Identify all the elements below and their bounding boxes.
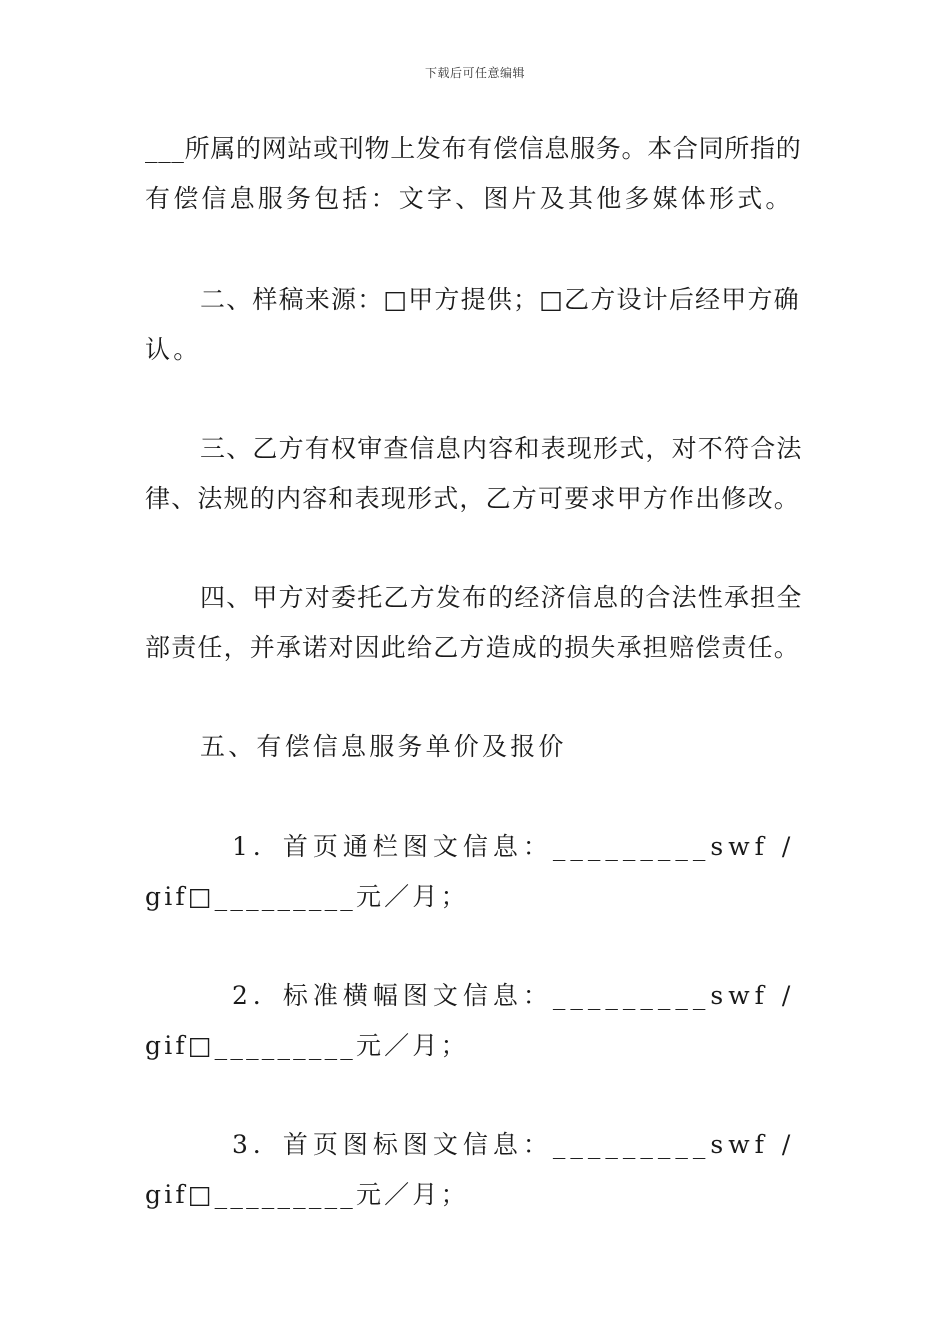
paragraph-line: 三、乙方有权审查信息内容和表现形式，对不符合法 (200, 434, 803, 463)
paragraph-line: ___所属的网站或刊物上发布有偿信息服务。本合同所指的 (145, 134, 802, 163)
paragraph-line: 律、法规的内容和表现形式，乙方可要求甲方作出修改。 (145, 484, 801, 513)
page-header: 下载后可任意编辑 (424, 66, 525, 80)
price-item-line: gif□_________元／月； (145, 882, 469, 911)
section-heading: 五、有偿信息服务单价及报价 (200, 732, 567, 761)
paragraph-line: 有偿信息服务包括：文字、图片及其他多媒体形式。 (145, 184, 794, 213)
price-item-line: gif□_________元／月； (145, 1031, 469, 1060)
price-item-line: 3．首页图标图文信息：_________swf / (232, 1130, 796, 1159)
price-item-line: 1．首页通栏图文信息：_________swf / (232, 832, 796, 861)
paragraph-line: 认。 (145, 335, 202, 364)
paragraph-line: 四、甲方对委托乙方发布的经济信息的合法性承担全 (200, 583, 803, 612)
paragraph-line: 二、样稿来源：□甲方提供；□乙方设计后经甲方确 (200, 285, 800, 314)
paragraph-line: 部责任，并承诺对因此给乙方造成的损失承担赔偿责任。 (145, 633, 801, 662)
price-item-line: 2．标准横幅图文信息：_________swf / (232, 981, 796, 1010)
price-item-line: gif□_________元／月； (145, 1180, 469, 1209)
